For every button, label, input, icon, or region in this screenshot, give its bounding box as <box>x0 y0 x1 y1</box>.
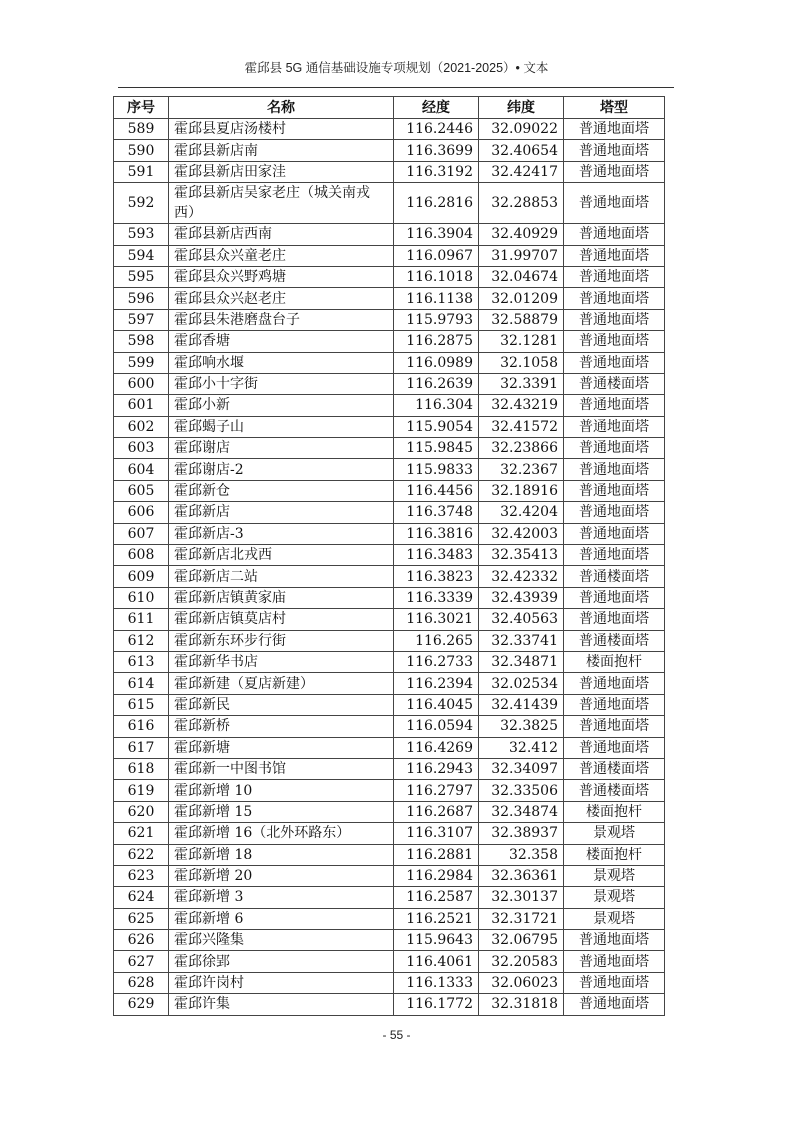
row-index: 604 <box>114 459 169 480</box>
tower-type: 普通地面塔 <box>564 395 665 416</box>
site-name: 霍邱谢店 <box>169 438 394 459</box>
row-index: 613 <box>114 651 169 672</box>
table-row <box>114 887 665 908</box>
site-name: 霍邱新增 20 <box>169 865 394 886</box>
table-row <box>114 288 665 309</box>
longitude: 116.1772 <box>394 994 479 1015</box>
latitude: 32.41572 <box>479 416 564 437</box>
table-row <box>114 823 665 844</box>
row-index: 605 <box>114 480 169 501</box>
table-row <box>114 140 665 161</box>
site-name: 霍邱县众兴童老庄 <box>169 245 394 266</box>
site-name: 霍邱新增 10 <box>169 780 394 801</box>
running-header: 霍邱县 5G 通信基础设施专项规划（2021-2025）• 文本 <box>244 61 549 75</box>
latitude: 32.2367 <box>479 459 564 480</box>
table-row <box>114 523 665 544</box>
site-name: 霍邱新桥 <box>169 716 394 737</box>
longitude: 116.2984 <box>394 865 479 886</box>
row-index: 593 <box>114 224 169 245</box>
page-number: - 55 - <box>382 1028 411 1042</box>
row-index: 592 <box>114 183 169 224</box>
row-index: 614 <box>114 673 169 694</box>
latitude: 32.04674 <box>479 266 564 287</box>
tower-type: 普通地面塔 <box>564 502 665 523</box>
site-name: 霍邱县朱港磨盘台子 <box>169 309 394 330</box>
row-index: 622 <box>114 844 169 865</box>
row-index: 626 <box>114 930 169 951</box>
tower-type: 普通地面塔 <box>564 994 665 1015</box>
table-row <box>114 737 665 758</box>
row-index: 597 <box>114 309 169 330</box>
table-row <box>114 395 665 416</box>
longitude: 116.3823 <box>394 566 479 587</box>
tower-type: 普通地面塔 <box>564 480 665 501</box>
table-row <box>114 266 665 287</box>
row-index: 589 <box>114 119 169 140</box>
site-name: 霍邱新增 16（北外环路东） <box>169 823 394 844</box>
tower-type: 普通地面塔 <box>564 309 665 330</box>
tower-type: 普通地面塔 <box>564 224 665 245</box>
longitude: 116.2639 <box>394 373 479 394</box>
site-name: 霍邱县夏店汤楼村 <box>169 119 394 140</box>
latitude: 32.43219 <box>479 395 564 416</box>
table-row <box>114 245 665 266</box>
tower-type: 普通地面塔 <box>564 266 665 287</box>
row-index: 611 <box>114 609 169 630</box>
row-index: 607 <box>114 523 169 544</box>
longitude: 116.3339 <box>394 587 479 608</box>
table-row <box>114 545 665 566</box>
latitude: 32.1058 <box>479 352 564 373</box>
longitude: 116.1018 <box>394 266 479 287</box>
longitude: 116.0967 <box>394 245 479 266</box>
latitude: 32.33506 <box>479 780 564 801</box>
longitude: 116.0594 <box>394 716 479 737</box>
row-index: 608 <box>114 545 169 566</box>
site-name: 霍邱新仓 <box>169 480 394 501</box>
latitude: 32.41439 <box>479 694 564 715</box>
row-index: 612 <box>114 630 169 651</box>
table-row <box>114 780 665 801</box>
tower-type: 普通地面塔 <box>564 523 665 544</box>
table-row <box>114 224 665 245</box>
row-index: 615 <box>114 694 169 715</box>
longitude: 115.9833 <box>394 459 479 480</box>
tower-type: 普通地面塔 <box>564 951 665 972</box>
table-row <box>114 630 665 651</box>
longitude: 116.2816 <box>394 183 479 224</box>
latitude: 32.31818 <box>479 994 564 1015</box>
row-index: 591 <box>114 161 169 182</box>
latitude: 32.06795 <box>479 930 564 951</box>
site-name: 霍邱新建（夏店新建） <box>169 673 394 694</box>
longitude: 115.9845 <box>394 438 479 459</box>
tower-type: 普通地面塔 <box>564 352 665 373</box>
latitude: 32.40929 <box>479 224 564 245</box>
site-name: 霍邱小十字街 <box>169 373 394 394</box>
site-name: 霍邱新华书店 <box>169 651 394 672</box>
site-name: 霍邱新店镇莫店村 <box>169 609 394 630</box>
longitude: 116.4269 <box>394 737 479 758</box>
table-row <box>114 716 665 737</box>
tower-type: 普通地面塔 <box>564 140 665 161</box>
latitude: 32.3825 <box>479 716 564 737</box>
row-index: 595 <box>114 266 169 287</box>
table-row <box>114 331 665 352</box>
site-name: 霍邱响水堰 <box>169 352 394 373</box>
table-row <box>114 119 665 140</box>
row-index: 623 <box>114 865 169 886</box>
tower-type: 普通楼面塔 <box>564 630 665 651</box>
site-name: 霍邱新增 18 <box>169 844 394 865</box>
latitude: 32.18916 <box>479 480 564 501</box>
row-index: 602 <box>114 416 169 437</box>
tower-type: 普通地面塔 <box>564 609 665 630</box>
site-name: 霍邱小新 <box>169 395 394 416</box>
site-name: 霍邱县新店田家洼 <box>169 161 394 182</box>
table-row <box>114 566 665 587</box>
table-row <box>114 480 665 501</box>
site-name: 霍邱县众兴野鸡塘 <box>169 266 394 287</box>
longitude: 115.9643 <box>394 930 479 951</box>
longitude: 116.1333 <box>394 972 479 993</box>
row-index: 610 <box>114 587 169 608</box>
table-row <box>114 609 665 630</box>
latitude: 32.358 <box>479 844 564 865</box>
site-name: 霍邱新增 3 <box>169 887 394 908</box>
row-index: 619 <box>114 780 169 801</box>
tower-type: 普通地面塔 <box>564 288 665 309</box>
tower-type: 普通地面塔 <box>564 972 665 993</box>
latitude: 32.30137 <box>479 887 564 908</box>
tower-type: 普通地面塔 <box>564 737 665 758</box>
tower-type: 普通地面塔 <box>564 119 665 140</box>
row-index: 624 <box>114 887 169 908</box>
longitude: 116.304 <box>394 395 479 416</box>
latitude: 32.38937 <box>479 823 564 844</box>
tower-type: 普通地面塔 <box>564 245 665 266</box>
longitude: 116.2797 <box>394 780 479 801</box>
table-row <box>114 930 665 951</box>
tower-type: 普通地面塔 <box>564 459 665 480</box>
longitude: 116.0989 <box>394 352 479 373</box>
table-row <box>114 183 665 224</box>
latitude: 32.42003 <box>479 523 564 544</box>
table-row <box>114 694 665 715</box>
tower-type: 景观塔 <box>564 908 665 929</box>
row-index: 596 <box>114 288 169 309</box>
longitude: 116.4061 <box>394 951 479 972</box>
header-rule <box>118 87 674 88</box>
longitude: 116.4045 <box>394 694 479 715</box>
longitude: 116.3748 <box>394 502 479 523</box>
latitude: 32.34874 <box>479 801 564 822</box>
latitude: 32.09022 <box>479 119 564 140</box>
table-row <box>114 438 665 459</box>
tower-type: 普通地面塔 <box>564 545 665 566</box>
tower-type: 普通楼面塔 <box>564 373 665 394</box>
longitude: 116.265 <box>394 630 479 651</box>
latitude: 32.34097 <box>479 758 564 779</box>
row-index: 627 <box>114 951 169 972</box>
longitude: 116.2881 <box>394 844 479 865</box>
tower-type: 普通地面塔 <box>564 331 665 352</box>
table-row <box>114 865 665 886</box>
longitude: 116.3107 <box>394 823 479 844</box>
table-row <box>114 352 665 373</box>
longitude: 116.3192 <box>394 161 479 182</box>
column-header-index: 序号 <box>114 97 169 119</box>
tower-type: 普通地面塔 <box>564 183 665 224</box>
tower-type: 普通地面塔 <box>564 161 665 182</box>
latitude: 32.31721 <box>479 908 564 929</box>
row-index: 625 <box>114 908 169 929</box>
site-name: 霍邱新增 6 <box>169 908 394 929</box>
site-name: 霍邱新店北戎西 <box>169 545 394 566</box>
longitude: 116.3483 <box>394 545 479 566</box>
site-name: 霍邱新店 <box>169 502 394 523</box>
table-header-row <box>114 97 665 119</box>
longitude: 115.9793 <box>394 309 479 330</box>
latitude: 32.42332 <box>479 566 564 587</box>
tower-type: 普通地面塔 <box>564 587 665 608</box>
site-name: 霍邱兴隆集 <box>169 930 394 951</box>
site-name: 霍邱蝎子山 <box>169 416 394 437</box>
row-index: 609 <box>114 566 169 587</box>
table-row <box>114 373 665 394</box>
column-header-longitude: 经度 <box>394 97 479 119</box>
tower-type: 楼面抱杆 <box>564 651 665 672</box>
tower-type: 景观塔 <box>564 823 665 844</box>
latitude: 32.35413 <box>479 545 564 566</box>
row-index: 629 <box>114 994 169 1015</box>
table-row <box>114 908 665 929</box>
site-name: 霍邱新一中图书馆 <box>169 758 394 779</box>
tower-type: 普通楼面塔 <box>564 758 665 779</box>
latitude: 32.42417 <box>479 161 564 182</box>
table-row <box>114 951 665 972</box>
latitude: 32.36361 <box>479 865 564 886</box>
table-row <box>114 502 665 523</box>
row-index: 620 <box>114 801 169 822</box>
longitude: 116.3816 <box>394 523 479 544</box>
site-name: 霍邱新民 <box>169 694 394 715</box>
table-row <box>114 994 665 1015</box>
row-index: 598 <box>114 331 169 352</box>
longitude: 116.1138 <box>394 288 479 309</box>
longitude: 115.9054 <box>394 416 479 437</box>
tower-type: 景观塔 <box>564 887 665 908</box>
tower-type: 楼面抱杆 <box>564 844 665 865</box>
longitude: 116.3021 <box>394 609 479 630</box>
latitude: 32.28853 <box>479 183 564 224</box>
latitude: 32.34871 <box>479 651 564 672</box>
site-name: 霍邱县新店西南 <box>169 224 394 245</box>
row-index: 618 <box>114 758 169 779</box>
row-index: 617 <box>114 737 169 758</box>
row-index: 599 <box>114 352 169 373</box>
longitude: 116.2446 <box>394 119 479 140</box>
row-index: 606 <box>114 502 169 523</box>
longitude: 116.4456 <box>394 480 479 501</box>
column-header-tower-type: 塔型 <box>564 97 665 119</box>
latitude: 32.40654 <box>479 140 564 161</box>
site-name: 霍邱新塘 <box>169 737 394 758</box>
longitude: 116.2394 <box>394 673 479 694</box>
column-header-latitude: 纬度 <box>479 97 564 119</box>
tower-type: 普通地面塔 <box>564 673 665 694</box>
site-name: 霍邱县新店吴家老庄（城关南戎西） <box>169 183 394 224</box>
row-index: 600 <box>114 373 169 394</box>
tower-type: 楼面抱杆 <box>564 801 665 822</box>
latitude: 32.20583 <box>479 951 564 972</box>
latitude: 32.01209 <box>479 288 564 309</box>
row-index: 601 <box>114 395 169 416</box>
site-name: 霍邱新东环步行街 <box>169 630 394 651</box>
latitude: 32.58879 <box>479 309 564 330</box>
table-row <box>114 972 665 993</box>
site-name: 霍邱许集 <box>169 994 394 1015</box>
table-row <box>114 161 665 182</box>
longitude: 116.2733 <box>394 651 479 672</box>
tower-type: 普通地面塔 <box>564 438 665 459</box>
row-index: 621 <box>114 823 169 844</box>
tower-type: 普通楼面塔 <box>564 566 665 587</box>
table-row <box>114 459 665 480</box>
site-name: 霍邱新店二站 <box>169 566 394 587</box>
latitude: 32.06023 <box>479 972 564 993</box>
longitude: 116.2943 <box>394 758 479 779</box>
tower-type: 普通地面塔 <box>564 416 665 437</box>
table-row <box>114 844 665 865</box>
latitude: 32.43939 <box>479 587 564 608</box>
latitude: 32.23866 <box>479 438 564 459</box>
table-row <box>114 651 665 672</box>
tower-type: 普通地面塔 <box>564 930 665 951</box>
table-row <box>114 587 665 608</box>
site-name: 霍邱县新店南 <box>169 140 394 161</box>
tower-type: 普通地面塔 <box>564 694 665 715</box>
latitude: 32.02534 <box>479 673 564 694</box>
longitude: 116.2587 <box>394 887 479 908</box>
row-index: 616 <box>114 716 169 737</box>
longitude: 116.2875 <box>394 331 479 352</box>
latitude: 32.412 <box>479 737 564 758</box>
latitude: 32.33741 <box>479 630 564 651</box>
latitude: 32.40563 <box>479 609 564 630</box>
site-name: 霍邱谢店-2 <box>169 459 394 480</box>
tower-type: 景观塔 <box>564 865 665 886</box>
longitude: 116.2521 <box>394 908 479 929</box>
column-header-name: 名称 <box>169 97 394 119</box>
latitude: 32.1281 <box>479 331 564 352</box>
row-index: 590 <box>114 140 169 161</box>
site-name: 霍邱新店-3 <box>169 523 394 544</box>
latitude: 32.4204 <box>479 502 564 523</box>
latitude: 31.99707 <box>479 245 564 266</box>
longitude: 116.2687 <box>394 801 479 822</box>
tower-site-table <box>113 96 665 1016</box>
row-index: 603 <box>114 438 169 459</box>
table-row <box>114 309 665 330</box>
row-index: 628 <box>114 972 169 993</box>
tower-type: 普通地面塔 <box>564 716 665 737</box>
tower-type: 普通楼面塔 <box>564 780 665 801</box>
site-name: 霍邱县众兴赵老庄 <box>169 288 394 309</box>
latitude: 32.3391 <box>479 373 564 394</box>
site-name: 霍邱新店镇黄家庙 <box>169 587 394 608</box>
site-name: 霍邱许岗村 <box>169 972 394 993</box>
table-row <box>114 416 665 437</box>
row-index: 594 <box>114 245 169 266</box>
table-row <box>114 801 665 822</box>
longitude: 116.3699 <box>394 140 479 161</box>
site-name: 霍邱徐郢 <box>169 951 394 972</box>
table-row <box>114 758 665 779</box>
table-row <box>114 673 665 694</box>
longitude: 116.3904 <box>394 224 479 245</box>
site-name: 霍邱新增 15 <box>169 801 394 822</box>
site-name: 霍邱香塘 <box>169 331 394 352</box>
